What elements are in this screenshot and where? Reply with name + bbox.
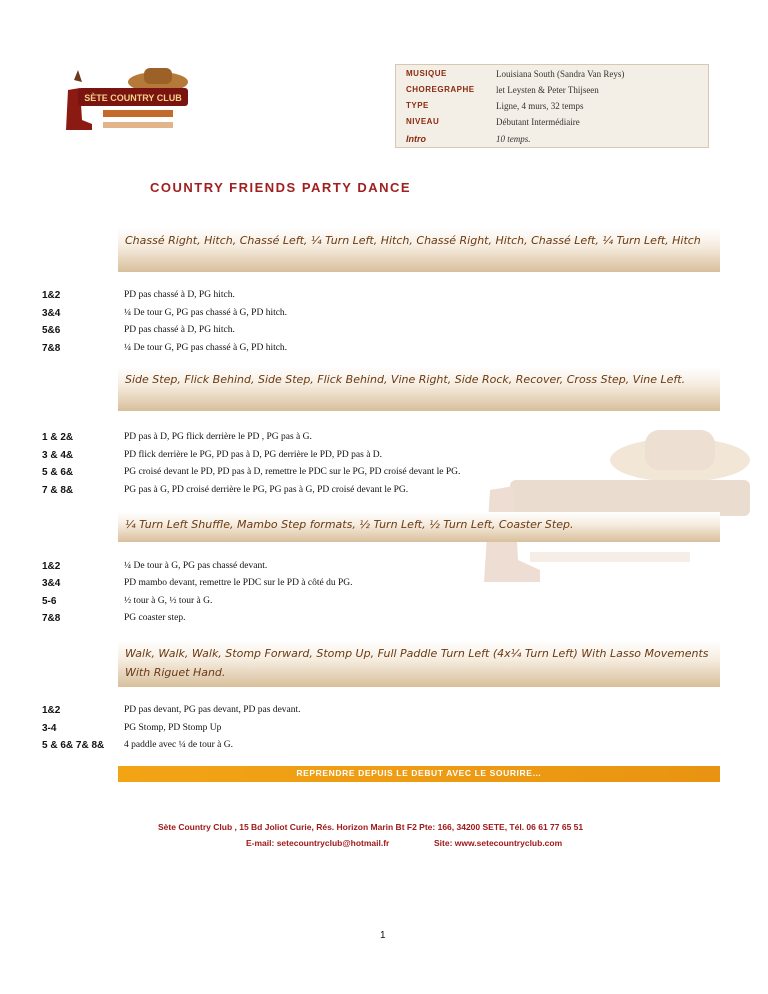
step-count: 7&8 — [42, 613, 61, 624]
step-description: 4 paddle avec ¼ de tour à G. — [124, 740, 233, 750]
step-description: PD pas à D, PG flick derrière le PD , PG pas à G. — [124, 432, 312, 442]
logo-text: SÈTE COUNTRY CLUB — [84, 93, 182, 103]
step-count: 5 & 6& — [42, 467, 74, 478]
step-count: 1 & 2& — [42, 432, 74, 443]
info-key: NIVEAU — [406, 117, 440, 126]
section-header — [118, 228, 720, 272]
section-heading: Walk, Walk, Walk, Stomp Forward, Stomp Up, Full Paddle Turn Left (4x¼ Turn Left) With Lasso Movements With Riguet Hand. — [125, 647, 709, 679]
step-description: PD mambo devant, remettre le PDC sur le PD à côté du PG. — [124, 578, 353, 588]
step-count: 7 & 8& — [42, 485, 74, 496]
section-heading: Chassé Right, Hitch, Chassé Left, ¼ Turn Left, Hitch, Chassé Right, Hitch, Chassé Left, ¼ Turn Left, Hitch — [125, 234, 701, 247]
step-count: 7&8 — [42, 343, 61, 354]
step-count: 3&4 — [42, 578, 61, 589]
step-count: 3&4 — [42, 308, 61, 319]
step-description: ½ tour à G, ½ tour à G. — [124, 596, 213, 606]
info-value: Ligne, 4 murs, 32 temps — [496, 101, 584, 111]
footer-address: Sète Country Club , 15 Bd Joliot Curie, Rés. Horizon Marin Bt F2 Pte: 166, 34200 SETE, Tél. 06 61 77 65 51 — [158, 822, 584, 832]
step-description: PG Stomp, PD Stomp Up — [124, 723, 222, 733]
footer-website: Site: www.setecountryclub.com — [434, 838, 563, 848]
step-description: ¼ De tour à G, PG pas chassé devant. — [124, 561, 268, 571]
step-count: 5&6 — [42, 325, 61, 336]
section-heading: ¼ Turn Left Shuffle, Mambo Step formats, ½ Turn Left, ½ Turn Left, Coaster Step. — [125, 518, 574, 531]
step-description: PG coaster step. — [124, 613, 186, 623]
info-key: Intro — [406, 134, 426, 144]
step-description: PG croisé devant le PD, PD pas à D, remettre le PDC sur le PG, PD croisé devant le PG. — [124, 467, 461, 477]
repeat-banner-text: REPRENDRE DEPUIS LE DEBUT AVEC LE SOURIRE… — [296, 768, 542, 778]
section-header — [118, 367, 720, 411]
step-description: PD pas chassé à D, PG hitch. — [124, 325, 235, 335]
step-description: ¼ De tour G, PG pas chassé à G, PD hitch. — [124, 308, 288, 318]
section-heading: Side Step, Flick Behind, Side Step, Flick Behind, Vine Right, Side Rock, Recover, Cross Step, Vine Left. — [125, 373, 686, 386]
step-count: 1&2 — [42, 290, 61, 301]
step-count: 1&2 — [42, 561, 61, 572]
dance-info-table — [395, 64, 709, 148]
step-count: 5 & 6& 7& 8& — [42, 740, 105, 751]
step-count: 3 & 4& — [42, 450, 74, 461]
section-header — [118, 512, 720, 542]
step-description: ¼ De tour G, PG pas chassé à G, PD hitch. — [124, 343, 288, 353]
info-key: TYPE — [406, 101, 429, 110]
footer-email: E-mail: setecountryclub@hotmail.fr — [246, 838, 390, 848]
info-value: Débutant Intermédiaire — [496, 117, 580, 127]
step-count: 3-4 — [42, 723, 57, 734]
page-number: 1 — [380, 930, 386, 941]
info-key: CHOREGRAPHE — [406, 85, 475, 94]
step-count: 5-6 — [42, 596, 57, 607]
info-value: let Leysten & Peter Thijseen — [496, 85, 599, 95]
step-description: PD pas chassé à D, PG hitch. — [124, 290, 235, 300]
repeat-banner — [118, 766, 720, 782]
step-description: PD pas devant, PG pas devant, PD pas devant. — [124, 705, 301, 715]
dance-title: COUNTRY FRIENDS PARTY DANCE — [150, 180, 412, 195]
club-logo — [48, 60, 198, 140]
info-value: Louisiana South (Sandra Van Reys) — [496, 69, 625, 79]
section-header — [118, 641, 720, 687]
step-description: PG pas à G, PD croisé derrière le PG, PG pas à G, PD croisé devant le PG. — [124, 485, 409, 495]
info-key: MUSIQUE — [406, 69, 447, 78]
info-value: 10 temps. — [496, 134, 531, 144]
step-description: PD flick derrière le PG, PD pas à D, PG derrière le PD, PD pas à D. — [124, 450, 383, 460]
step-count: 1&2 — [42, 705, 61, 716]
